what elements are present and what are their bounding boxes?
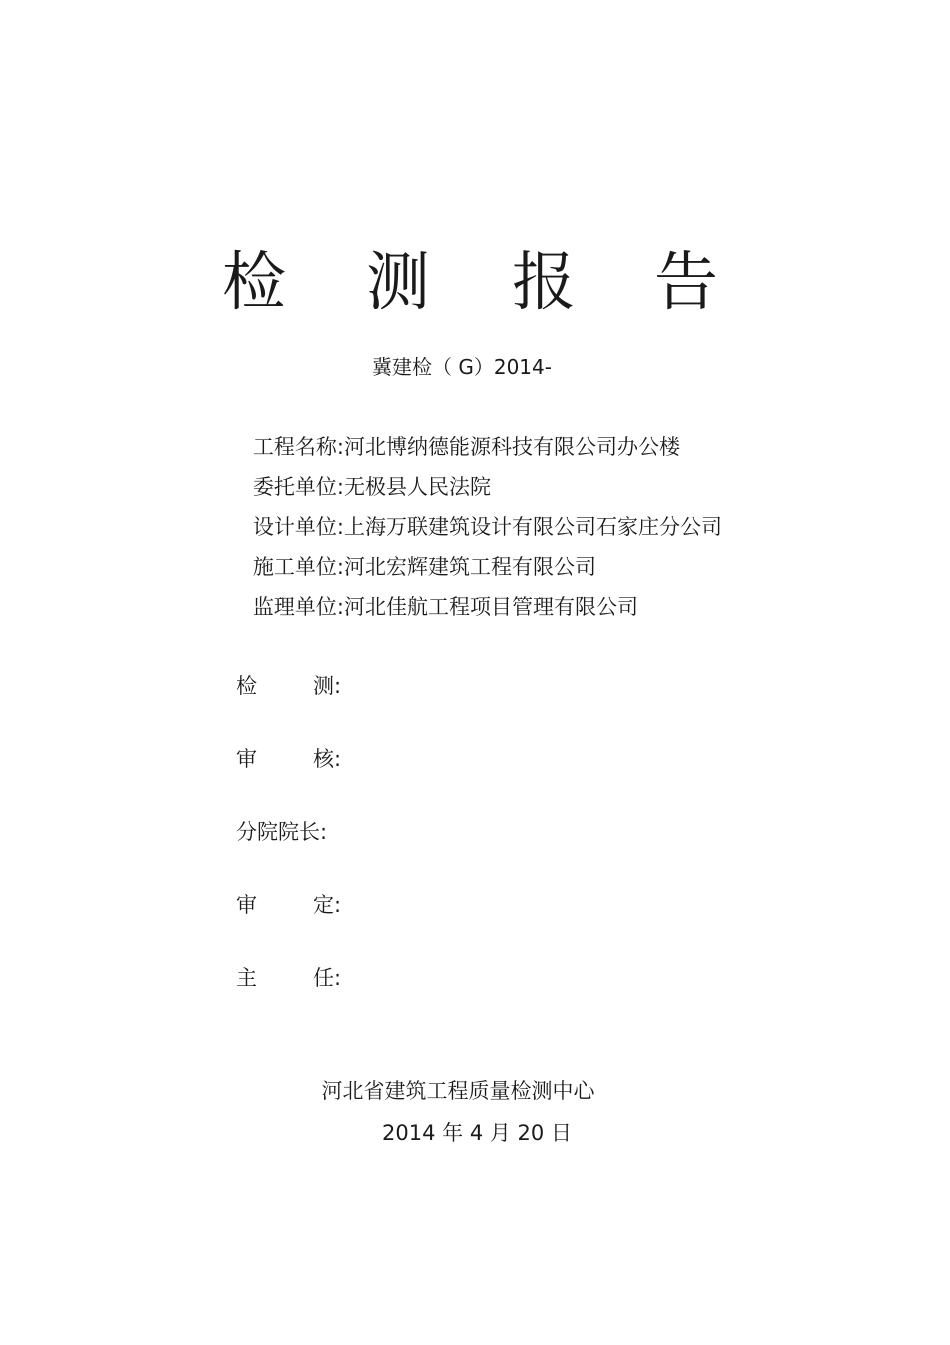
report-title: [222, 238, 742, 328]
info-row-supervisor: [232, 590, 792, 630]
info-value: 河北宏辉建筑工程有限公司: [344, 555, 596, 579]
signature-label-part: 主: [236, 966, 257, 990]
signature-label-part: 测:: [313, 674, 342, 698]
info-label: 委托单位:: [252, 475, 344, 499]
signature-row-director: [236, 960, 636, 1033]
info-value: 河北佳航工程项目管理有限公司: [344, 595, 638, 619]
signature-row-inspect: [236, 668, 636, 741]
info-label: 监理单位:: [252, 595, 344, 619]
signature-row-branch-dean: [236, 814, 636, 887]
info-row-client: [232, 470, 792, 510]
signature-label-part: 审: [236, 747, 257, 771]
info-label: 工程名称:: [252, 435, 344, 459]
signature-label-part: 任:: [313, 966, 342, 990]
signature-label-part: 定:: [313, 893, 342, 917]
info-label: 施工单位:: [252, 555, 344, 579]
issue-date: 2014 年 4 月 20 日: [382, 1121, 572, 1145]
info-value: 河北博纳德能源科技有限公司办公楼: [344, 435, 680, 459]
title-char-2: 测: [366, 246, 430, 320]
signature-label-part: 核:: [313, 747, 342, 771]
info-value: 无极县人民法院: [344, 475, 491, 499]
signature-row-approve: [236, 887, 636, 960]
signature-label: 分院院长:: [236, 820, 328, 844]
title-char-1: 检: [222, 246, 286, 320]
signature-block: [236, 668, 636, 1033]
signature-row-review: [236, 741, 636, 814]
issuing-organization: 河北省建筑工程质量检测中心: [321, 1079, 595, 1103]
project-info: [232, 430, 792, 630]
title-char-4: 告: [654, 246, 718, 320]
signature-label-part: 检: [236, 674, 257, 698]
info-row-contractor: [232, 550, 792, 590]
info-value: 上海万联建筑设计有限公司石家庄分公司: [344, 515, 722, 539]
info-row-designer: [232, 510, 792, 550]
signature-label-part: 审: [236, 893, 257, 917]
title-char-3: 报: [512, 246, 576, 320]
info-label: 设计单位:: [252, 515, 344, 539]
report-number: 冀建检（ G）2014-: [372, 355, 552, 379]
info-row-project-name: [232, 430, 792, 470]
